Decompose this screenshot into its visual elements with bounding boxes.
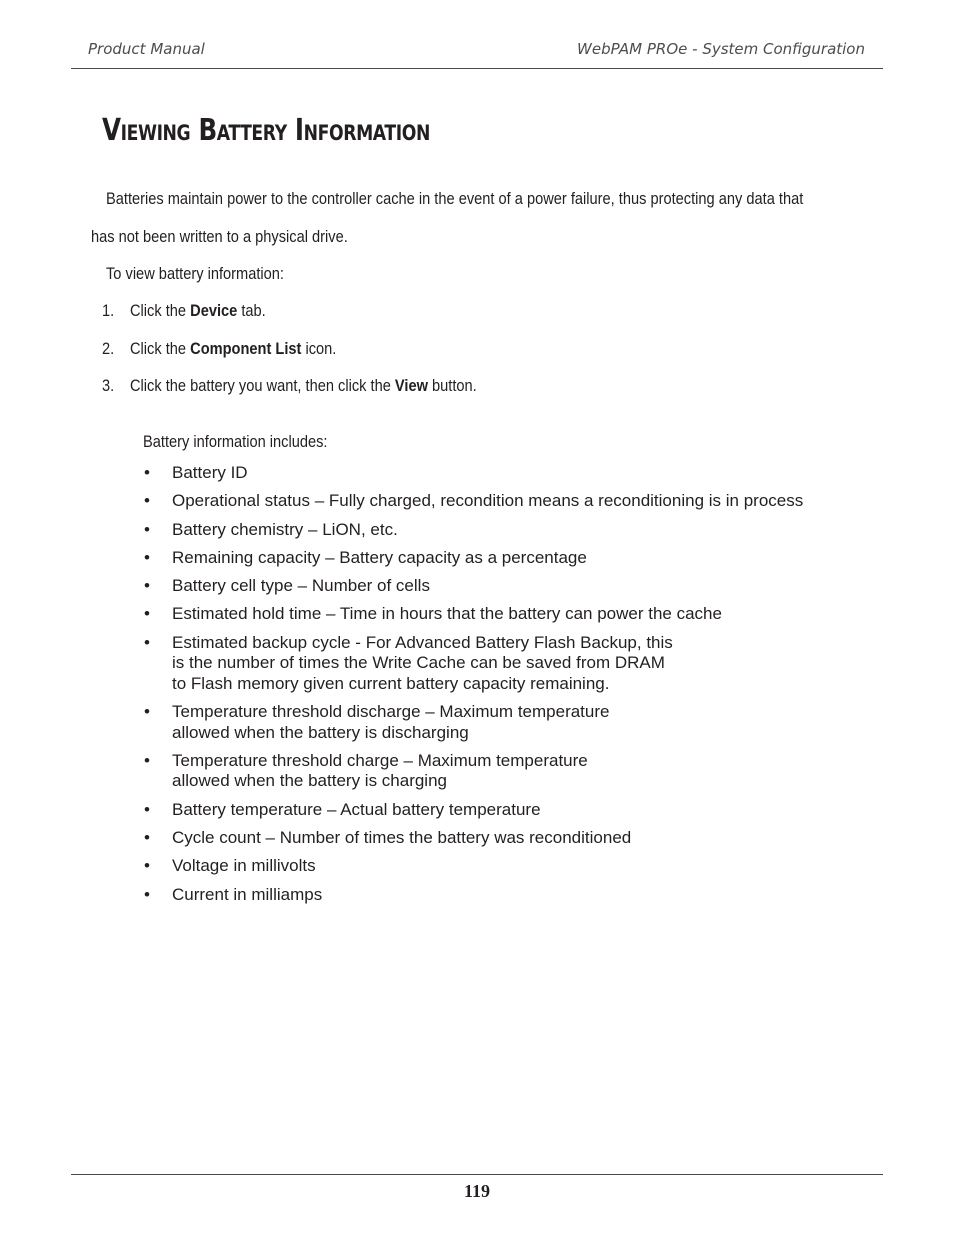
- list-item-text: Battery chemistry – LiON, etc.: [172, 519, 398, 539]
- bullet-marker: •: [144, 884, 150, 904]
- list-item-text: Voltage in millivolts: [172, 856, 316, 876]
- bullet-marker: •: [144, 604, 150, 624]
- step-number: 3.: [102, 376, 115, 395]
- running-header-right: WebPAM PROe - System Configuration: [577, 40, 865, 58]
- list-item: [144, 633, 864, 695]
- list-item: [144, 702, 864, 743]
- list-item: [144, 604, 864, 625]
- list-item: [144, 463, 864, 484]
- to-view-label: To view battery information:: [106, 264, 284, 283]
- list-item-text: to Flash memory given current battery capacity remaining.: [172, 673, 610, 693]
- intro-line-2: has not been written to a physical drive.: [91, 227, 348, 246]
- list-item: [144, 751, 864, 792]
- bullet-marker: •: [144, 519, 150, 539]
- page-number: 119: [463, 1181, 490, 1201]
- header-divider: [71, 68, 883, 69]
- list-item: [144, 576, 864, 597]
- list-item-text: Estimated hold time – Time in hours that the battery can power the cache: [172, 604, 722, 624]
- list-item-text: Estimated backup cycle - For Advanced Battery Flash Backup, this: [172, 632, 673, 652]
- bullet-marker: •: [144, 463, 150, 482]
- list-item-text: Battery cell type – Number of cells: [172, 576, 430, 596]
- list-item-text: Battery temperature – Actual battery temperature: [172, 799, 541, 819]
- list-item: [144, 856, 864, 877]
- bullet-marker: •: [144, 702, 150, 722]
- list-item-text: allowed when the battery is charging: [172, 771, 447, 791]
- step-number: 1.: [102, 301, 115, 320]
- list-item: [144, 800, 864, 821]
- bullet-marker: •: [144, 750, 150, 770]
- intro-line-1: Batteries maintain power to the controller cache in the event of a power failure, thus protecting any data that: [106, 189, 804, 208]
- footer-divider: [71, 1174, 883, 1175]
- list-item-text: Current in milliamps: [172, 884, 323, 904]
- list-item-text: allowed when the battery is discharging: [172, 722, 469, 742]
- bullet-marker: •: [144, 799, 150, 819]
- bullet-marker: •: [144, 576, 150, 596]
- list-item: [144, 491, 864, 512]
- step-text: Click the battery you want, then click the View button.: [130, 376, 477, 395]
- list-item-text: Temperature threshold charge – Maximum temperature: [172, 750, 588, 770]
- page-title: Viewing Battery Information: [102, 113, 430, 148]
- running-header-left: Product Manual: [88, 40, 205, 58]
- list-item-text: Remaining capacity – Battery capacity as a percentage: [172, 547, 587, 567]
- battery-info-list: [144, 463, 864, 913]
- step-number: 2.: [102, 339, 115, 358]
- includes-label: Battery information includes:: [143, 432, 328, 451]
- bullet-marker: •: [144, 856, 150, 876]
- list-item: [144, 885, 864, 906]
- list-item: [144, 828, 864, 849]
- step-emphasis: View: [394, 376, 428, 395]
- bullet-marker: •: [144, 827, 150, 847]
- list-item-text: Cycle count – Number of times the battery was reconditioned: [172, 827, 632, 847]
- step-emphasis: Component List: [190, 339, 302, 358]
- bullet-marker: •: [144, 547, 150, 567]
- bullet-marker: •: [144, 632, 150, 652]
- step-text: Click the Device tab.: [130, 301, 266, 320]
- bullet-marker: •: [144, 491, 150, 511]
- step-emphasis: Device: [190, 301, 238, 320]
- step-text: Click the Component List icon.: [130, 339, 337, 358]
- list-item: [144, 548, 864, 569]
- list-item-text: is the number of times the Write Cache can be saved from DRAM: [172, 653, 665, 673]
- list-item-text: Operational status – Fully charged, recondition means a reconditioning is in process: [172, 491, 804, 511]
- list-item-text: Battery ID: [172, 463, 248, 482]
- list-item: [144, 520, 864, 541]
- list-item-text: Temperature threshold discharge – Maximum temperature: [172, 702, 610, 722]
